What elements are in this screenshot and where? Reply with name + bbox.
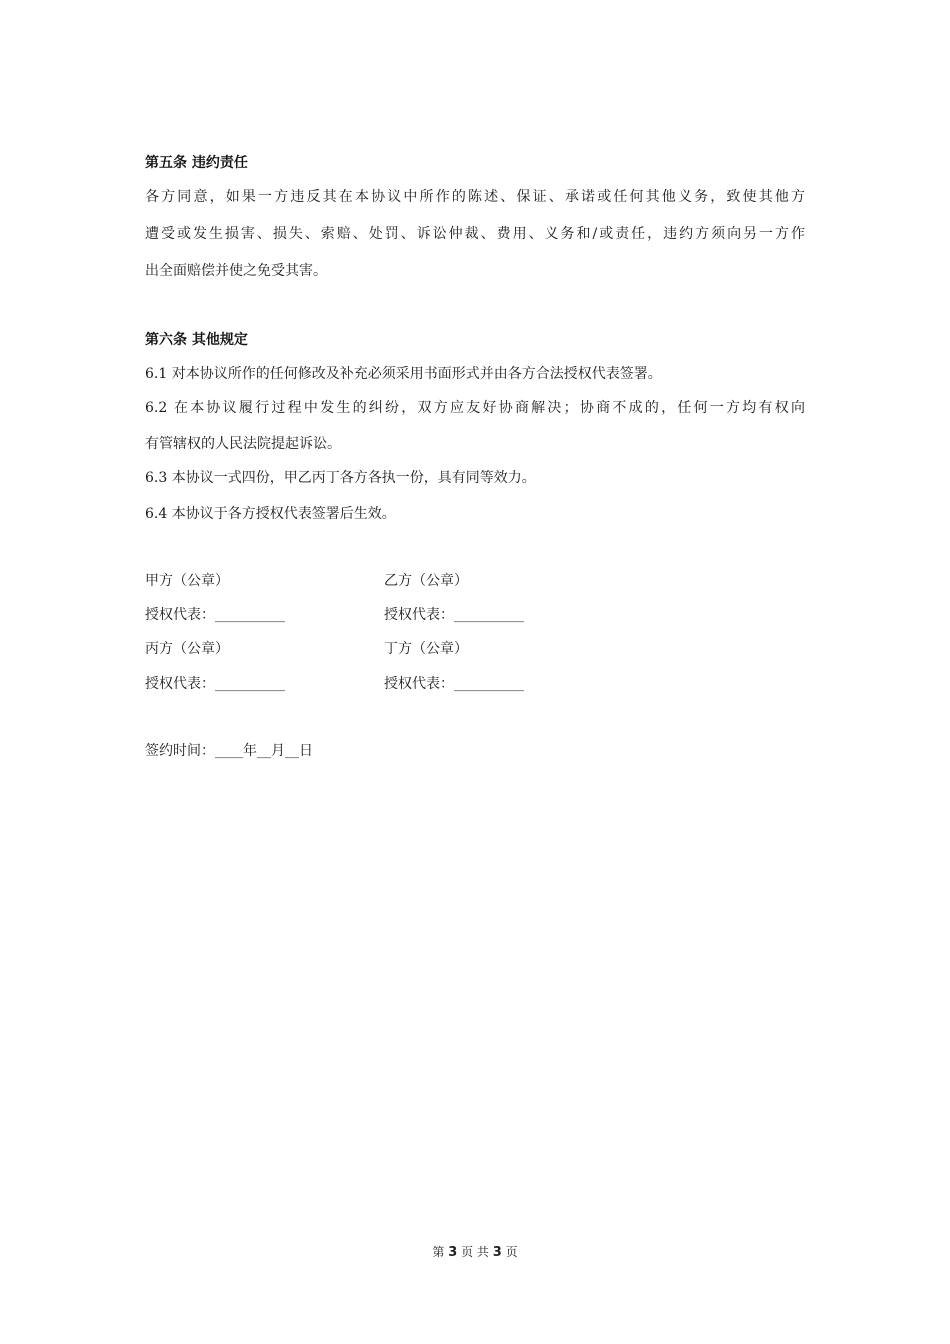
party-d-seal-label: 丁方（公章） <box>384 641 468 657</box>
total-page-number: 3 <box>492 1245 502 1260</box>
party-c-representative: 授权代表：__________ <box>145 676 285 692</box>
party-a-seal-label: 甲方（公章） <box>145 573 229 589</box>
footer-suffix: 页 <box>501 1245 518 1259</box>
clause-6-3: 6.3 本协议一式四份，甲乙丙丁各方各执一份，具有同等效力。 <box>145 470 536 486</box>
footer-middle: 页 共 <box>457 1245 493 1259</box>
signing-date: 签约时间：____年__月__日 <box>145 743 313 759</box>
party-b-seal-label: 乙方（公章） <box>384 573 468 589</box>
party-d-representative: 授权代表：__________ <box>384 676 524 692</box>
party-a-representative: 授权代表：__________ <box>145 607 285 623</box>
clause-6-2-line-1: 6.2 在本协议履行过程中发生的纠纷，双方应友好协商解决；协商不成的，任何一方均有权向 <box>145 400 805 416</box>
footer-prefix: 第 <box>432 1245 449 1259</box>
current-page-number: 3 <box>448 1245 458 1260</box>
article-5-title: 第五条 违约责任 <box>145 155 248 171</box>
page-footer <box>0 1244 950 1261</box>
party-b-representative: 授权代表：__________ <box>384 607 524 623</box>
article-6-title: 第六条 其他规定 <box>145 332 248 348</box>
article-5-line-2: 遭受或发生损害、损失、索赔、处罚、诉讼仲裁、费用、义务和/或责任，违约方须向另一方作 <box>145 226 805 242</box>
article-5-line-1: 各方同意，如果一方违反其在本协议中所作的陈述、保证、承诺或任何其他义务，致使其他方 <box>145 189 805 205</box>
clause-6-2-line-2: 有管辖权的人民法院提起诉讼。 <box>145 436 341 452</box>
party-c-seal-label: 丙方（公章） <box>145 641 229 657</box>
clause-6-4: 6.4 本协议于各方授权代表签署后生效。 <box>145 506 396 522</box>
article-5-line-3: 出全面赔偿并使之免受其害。 <box>145 263 327 279</box>
clause-6-1: 6.1 对本协议所作的任何修改及补充必须采用书面形式并由各方合法授权代表签署。 <box>145 366 662 382</box>
